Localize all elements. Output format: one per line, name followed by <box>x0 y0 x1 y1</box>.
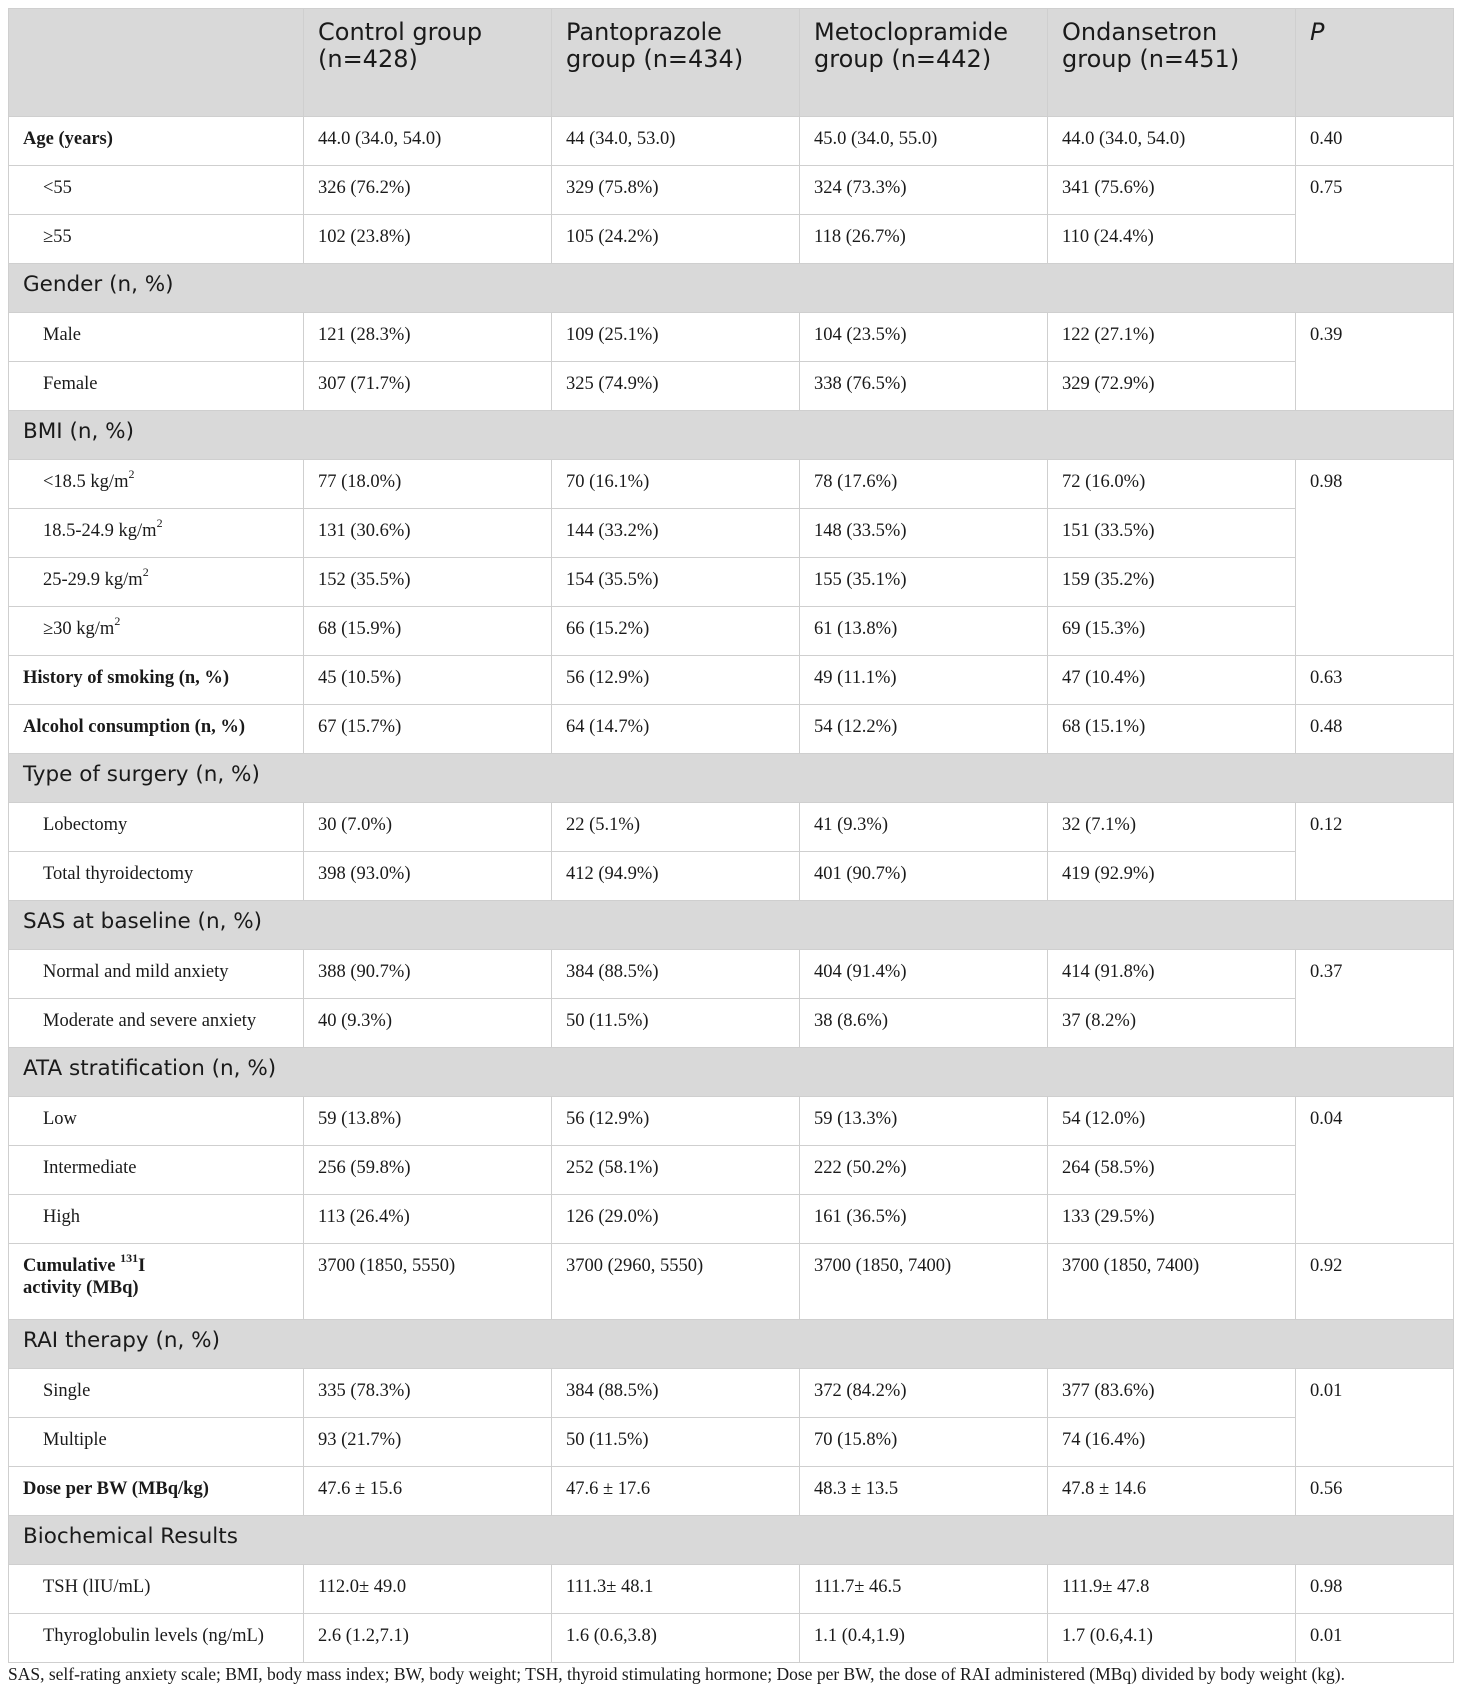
table-cell: 388 (90.7%) <box>304 950 552 999</box>
row-label-text: 18.5-24.9 kg/m <box>43 521 157 541</box>
row-label <box>9 1369 304 1418</box>
row-label-text: Moderate and severe anxiety <box>43 1011 257 1031</box>
p-value-cell: 0.63 <box>1296 656 1454 705</box>
table-row <box>9 705 1454 754</box>
table-cell: 44 (34.0, 53.0) <box>552 117 800 166</box>
table-cell: 111.9± 47.8 <box>1048 1565 1296 1614</box>
table-cell: 66 (15.2%) <box>552 607 800 656</box>
row-label-text: Age (years) <box>23 129 113 149</box>
row-label <box>9 1565 304 1614</box>
table-cell: 1.1 (0.4,1.9) <box>800 1614 1048 1663</box>
table-cell: 384 (88.5%) <box>552 1369 800 1418</box>
section-header-row <box>9 754 1454 803</box>
table-cell: 109 (25.1%) <box>552 313 800 362</box>
table-cell: 264 (58.5%) <box>1048 1146 1296 1195</box>
row-label-text: <55 <box>43 178 72 198</box>
table-cell: 3700 (2960, 5550) <box>552 1244 800 1320</box>
table-cell: 47.6 ± 15.6 <box>304 1467 552 1516</box>
section-label: Type of surgery (n, %) <box>9 754 1454 803</box>
p-value-cell: 0.56 <box>1296 1467 1454 1516</box>
table-cell: 54 (12.0%) <box>1048 1097 1296 1146</box>
row-label <box>9 509 304 558</box>
table-cell: 155 (35.1%) <box>800 558 1048 607</box>
table-cell: 54 (12.2%) <box>800 705 1048 754</box>
header-ondansetron-group: Ondansetron group (n=451) <box>1048 9 1296 117</box>
p-value-cell: 0.01 <box>1296 1369 1454 1467</box>
table-cell: 22 (5.1%) <box>552 803 800 852</box>
section-label: RAI therapy (n, %) <box>9 1320 1454 1369</box>
row-label <box>9 1195 304 1244</box>
table-cell: 414 (91.8%) <box>1048 950 1296 999</box>
row-label-text: Intermediate <box>43 1158 137 1178</box>
table-row <box>9 166 1454 215</box>
section-label: BMI (n, %) <box>9 411 1454 460</box>
table-row <box>9 1467 1454 1516</box>
row-label-text: Alcohol consumption (n, %) <box>23 717 246 737</box>
section-label: SAS at baseline (n, %) <box>9 901 1454 950</box>
table-cell: 404 (91.4%) <box>800 950 1048 999</box>
row-label-superscript: 2 <box>142 564 149 579</box>
table-cell: 40 (9.3%) <box>304 999 552 1048</box>
baseline-characteristics-table <box>8 8 1454 1663</box>
table-cell: 324 (73.3%) <box>800 166 1048 215</box>
table-row <box>9 117 1454 166</box>
row-label <box>9 558 304 607</box>
row-label-text: Total thyroidectomy <box>43 864 194 884</box>
table-cell: 2.6 (1.2,7.1) <box>304 1614 552 1663</box>
table-cell: 338 (76.5%) <box>800 362 1048 411</box>
table-row <box>9 803 1454 852</box>
baseline-characteristics-table-container <box>8 8 1453 1663</box>
table-row <box>9 1146 1454 1195</box>
table-cell: 161 (36.5%) <box>800 1195 1048 1244</box>
table-row <box>9 1244 1454 1320</box>
table-row <box>9 362 1454 411</box>
table-cell: 45 (10.5%) <box>304 656 552 705</box>
row-label <box>9 117 304 166</box>
table-row <box>9 852 1454 901</box>
table-cell: 372 (84.2%) <box>800 1369 1048 1418</box>
section-header-row <box>9 901 1454 950</box>
table-cell: 3700 (1850, 5550) <box>304 1244 552 1320</box>
row-label <box>9 215 304 264</box>
table-cell: 104 (23.5%) <box>800 313 1048 362</box>
p-value-cell: 0.39 <box>1296 313 1454 411</box>
header-control-group: Control group (n=428) <box>304 9 552 117</box>
table-row <box>9 558 1454 607</box>
section-header-row <box>9 411 1454 460</box>
row-label-text: Normal and mild anxiety <box>43 962 229 982</box>
table-row <box>9 656 1454 705</box>
header-blank-cell <box>9 9 304 117</box>
table-cell: 48.3 ± 13.5 <box>800 1467 1048 1516</box>
table-cell: 45.0 (34.0, 55.0) <box>800 117 1048 166</box>
table-cell: 72 (16.0%) <box>1048 460 1296 509</box>
row-label-text: Multiple <box>43 1430 107 1450</box>
table-cell: 112.0± 49.0 <box>304 1565 552 1614</box>
table-cell: 144 (33.2%) <box>552 509 800 558</box>
row-label-text: Dose per BW (MBq/kg) <box>23 1479 209 1499</box>
row-label <box>9 656 304 705</box>
p-value-cell: 0.98 <box>1296 1565 1454 1614</box>
table-cell: 68 (15.1%) <box>1048 705 1296 754</box>
section-header-row <box>9 1516 1454 1565</box>
table-row <box>9 1369 1454 1418</box>
table-row <box>9 460 1454 509</box>
table-cell: 329 (75.8%) <box>552 166 800 215</box>
table-row <box>9 313 1454 362</box>
p-value-cell: 0.12 <box>1296 803 1454 901</box>
row-label-text: <18.5 kg/m <box>43 472 129 492</box>
table-cell: 131 (30.6%) <box>304 509 552 558</box>
row-label <box>9 460 304 509</box>
section-label: Gender (n, %) <box>9 264 1454 313</box>
table-cell: 69 (15.3%) <box>1048 607 1296 656</box>
table-cell: 159 (35.2%) <box>1048 558 1296 607</box>
table-cell: 307 (71.7%) <box>304 362 552 411</box>
section-header-row <box>9 1048 1454 1097</box>
row-label-text: Single <box>43 1381 91 1401</box>
p-value-cell: 0.75 <box>1296 166 1454 264</box>
table-row <box>9 1418 1454 1467</box>
table-body <box>9 117 1454 1663</box>
table-row <box>9 950 1454 999</box>
row-label <box>9 313 304 362</box>
row-label <box>9 1467 304 1516</box>
table-cell: 122 (27.1%) <box>1048 313 1296 362</box>
table-cell: 74 (16.4%) <box>1048 1418 1296 1467</box>
row-label <box>9 1146 304 1195</box>
table-cell: 111.7± 46.5 <box>800 1565 1048 1614</box>
table-cell: 67 (15.7%) <box>304 705 552 754</box>
table-cell: 44.0 (34.0, 54.0) <box>304 117 552 166</box>
table-cell: 222 (50.2%) <box>800 1146 1048 1195</box>
table-cell: 419 (92.9%) <box>1048 852 1296 901</box>
row-label <box>9 1614 304 1663</box>
table-cell: 41 (9.3%) <box>800 803 1048 852</box>
table-cell: 56 (12.9%) <box>552 1097 800 1146</box>
row-label-superscript: 2 <box>114 613 121 628</box>
section-header-row <box>9 264 1454 313</box>
row-label <box>9 852 304 901</box>
row-label-text: TSH (lIU/mL) <box>43 1577 151 1597</box>
table-cell: 111.3± 48.1 <box>552 1565 800 1614</box>
row-label <box>9 1097 304 1146</box>
table-cell: 412 (94.9%) <box>552 852 800 901</box>
row-label <box>9 999 304 1048</box>
table-cell: 377 (83.6%) <box>1048 1369 1296 1418</box>
p-value-cell: 0.92 <box>1296 1244 1454 1320</box>
table-cell: 47.8 ± 14.6 <box>1048 1467 1296 1516</box>
table-cell: 44.0 (34.0, 54.0) <box>1048 117 1296 166</box>
row-label-superscript: 131 <box>120 1250 139 1265</box>
p-value-cell: 0.01 <box>1296 1614 1454 1663</box>
table-cell: 30 (7.0%) <box>304 803 552 852</box>
row-label-text: Low <box>43 1109 77 1129</box>
table-cell: 113 (26.4%) <box>304 1195 552 1244</box>
table-cell: 70 (15.8%) <box>800 1418 1048 1467</box>
table-cell: 105 (24.2%) <box>552 215 800 264</box>
header-pantoprazole-group: Pantoprazole group (n=434) <box>552 9 800 117</box>
section-label: Biochemical Results <box>9 1516 1454 1565</box>
table-cell: 384 (88.5%) <box>552 950 800 999</box>
section-label: ATA stratification (n, %) <box>9 1048 1454 1097</box>
table-cell: 50 (11.5%) <box>552 1418 800 1467</box>
row-label <box>9 607 304 656</box>
table-cell: 47.6 ± 17.6 <box>552 1467 800 1516</box>
table-cell: 32 (7.1%) <box>1048 803 1296 852</box>
p-value-cell: 0.98 <box>1296 460 1454 656</box>
table-cell: 102 (23.8%) <box>304 215 552 264</box>
row-label-text: Thyroglobulin levels (ng/mL) <box>43 1626 264 1646</box>
header-p-value: P <box>1296 9 1454 117</box>
row-label-text: Lobectomy <box>43 815 128 835</box>
row-label-text: ≥30 kg/m <box>43 619 115 639</box>
table-row <box>9 1614 1454 1663</box>
row-label-text: 25-29.9 kg/m <box>43 570 143 590</box>
row-label <box>9 803 304 852</box>
table-row <box>9 999 1454 1048</box>
table-cell: 151 (33.5%) <box>1048 509 1296 558</box>
table-cell: 56 (12.9%) <box>552 656 800 705</box>
table-cell: 1.7 (0.6,4.1) <box>1048 1614 1296 1663</box>
row-label <box>9 1244 304 1320</box>
table-cell: 1.6 (0.6,3.8) <box>552 1614 800 1663</box>
table-cell: 78 (17.6%) <box>800 460 1048 509</box>
table-row <box>9 1565 1454 1614</box>
table-cell: 133 (29.5%) <box>1048 1195 1296 1244</box>
row-label <box>9 705 304 754</box>
table-row <box>9 215 1454 264</box>
p-value-cell: 0.48 <box>1296 705 1454 754</box>
table-cell: 121 (28.3%) <box>304 313 552 362</box>
table-cell: 329 (72.9%) <box>1048 362 1296 411</box>
table-row <box>9 509 1454 558</box>
row-label-text: I <box>138 1256 146 1276</box>
table-cell: 59 (13.8%) <box>304 1097 552 1146</box>
row-label <box>9 362 304 411</box>
p-value-cell: 0.04 <box>1296 1097 1454 1244</box>
row-label <box>9 950 304 999</box>
table-cell: 37 (8.2%) <box>1048 999 1296 1048</box>
table-cell: 47 (10.4%) <box>1048 656 1296 705</box>
row-label-superscript: 2 <box>128 466 135 481</box>
table-header <box>9 9 1454 117</box>
section-header-row <box>9 1320 1454 1369</box>
row-label-text: activity (MBq) <box>23 1278 139 1298</box>
row-label-text: High <box>43 1207 80 1227</box>
table-cell: 3700 (1850, 7400) <box>800 1244 1048 1320</box>
table-cell: 50 (11.5%) <box>552 999 800 1048</box>
table-cell: 152 (35.5%) <box>304 558 552 607</box>
table-row <box>9 607 1454 656</box>
row-label-text: Male <box>43 325 82 345</box>
row-label <box>9 166 304 215</box>
header-metoclopramide-group: Metoclopramide group (n=442) <box>800 9 1048 117</box>
table-cell: 77 (18.0%) <box>304 460 552 509</box>
table-cell: 154 (35.5%) <box>552 558 800 607</box>
table-cell: 398 (93.0%) <box>304 852 552 901</box>
row-label-text: History of smoking (n, %) <box>23 668 230 688</box>
p-value-cell: 0.40 <box>1296 117 1454 166</box>
table-cell: 118 (26.7%) <box>800 215 1048 264</box>
table-cell: 335 (78.3%) <box>304 1369 552 1418</box>
table-cell: 110 (24.4%) <box>1048 215 1296 264</box>
row-label-text: ≥55 <box>43 227 72 247</box>
table-cell: 3700 (1850, 7400) <box>1048 1244 1296 1320</box>
table-cell: 252 (58.1%) <box>552 1146 800 1195</box>
table-cell: 38 (8.6%) <box>800 999 1048 1048</box>
p-value-cell: 0.37 <box>1296 950 1454 1048</box>
table-cell: 126 (29.0%) <box>552 1195 800 1244</box>
table-cell: 325 (74.9%) <box>552 362 800 411</box>
header-row <box>9 9 1454 117</box>
table-cell: 61 (13.8%) <box>800 607 1048 656</box>
table-cell: 148 (33.5%) <box>800 509 1048 558</box>
table-cell: 93 (21.7%) <box>304 1418 552 1467</box>
table-cell: 70 (16.1%) <box>552 460 800 509</box>
table-row <box>9 1195 1454 1244</box>
table-cell: 59 (13.3%) <box>800 1097 1048 1146</box>
table-cell: 64 (14.7%) <box>552 705 800 754</box>
row-label-text: Female <box>43 374 98 394</box>
table-cell: 401 (90.7%) <box>800 852 1048 901</box>
table-cell: 256 (59.8%) <box>304 1146 552 1195</box>
table-footnote: SAS, self-rating anxiety scale; BMI, body mass index; BW, body weight; TSH, thyroid stimulating hormone; Dose per BW, the dose of RAI administered (MBq) divided by body weight (kg). <box>8 1664 1345 1684</box>
table-cell: 68 (15.9%) <box>304 607 552 656</box>
table-cell: 341 (75.6%) <box>1048 166 1296 215</box>
table-cell: 326 (76.2%) <box>304 166 552 215</box>
row-label-text: Cumulative <box>23 1256 121 1276</box>
table-row <box>9 1097 1454 1146</box>
table-cell: 49 (11.1%) <box>800 656 1048 705</box>
row-label <box>9 1418 304 1467</box>
row-label-superscript: 2 <box>156 515 163 530</box>
